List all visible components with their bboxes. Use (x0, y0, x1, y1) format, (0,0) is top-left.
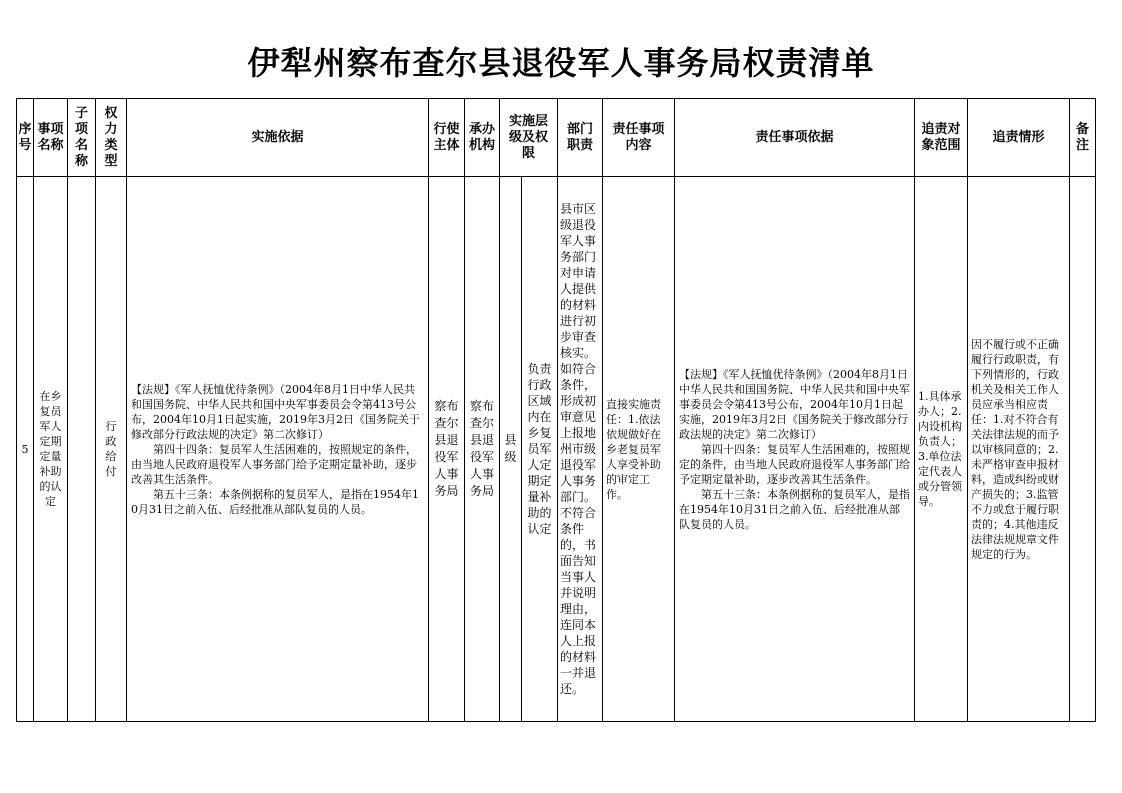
document-title: 伊犁州察布查尔县退役军人事务局权责清单 (247, 44, 875, 82)
cell-level-authority: 负责行政区域内在乡复员军人定期定量补助的认定 (522, 177, 558, 722)
header-sub-item-name: 子项名称 (68, 99, 96, 177)
basis-regulation: 【法规】《军人抚恤优待条例》（2004年8月1日中华人民共和国国务院、中华人民共和国中央军事委员会令第413号公布，2004年10月1日起实施，2019年3月2日《国务院关于修改部分行政法规的决定》第二次修订） (131, 382, 420, 441)
cell-remarks (1070, 177, 1096, 722)
resp-basis-regulation: 【法规】《军人抚恤优待条例》（2004年8月1日中华人民共和国国务院、中华人民共和国中央军事委员会令第413号公布，2004年10月1日起实施，2019年3月2日《国务院关于修改部分行政法规的决定》第二次修订） (679, 367, 910, 441)
cell-dept-duty: 县市区级退役军人事务部门对申请人提供的材料进行初步审查核实。如符合条件，形成初审意见上报地州市级退役军人事务部门。不符合条件的，书面告知当事人并说明理由，连同本人上报的材料一并退还。 (558, 177, 603, 722)
header-resp-basis: 责任事项依据 (675, 99, 915, 177)
header-executor: 行使主体 (429, 99, 465, 177)
cell-handler: 察布查尔县退役军人事务局 (465, 177, 500, 722)
cell-index: 5 (17, 177, 34, 722)
cell-level: 县级 (500, 177, 522, 722)
cell-power-type: 行政给付 (96, 177, 127, 722)
header-handler: 承办机构 (465, 99, 500, 177)
resp-basis-article-44: 第四十四条：复员军人生活困难的，按照规定的条件，由当地人民政府退役军人事务部门给予定期定量补助，逐步改善其生活条件。 (679, 442, 910, 486)
header-resp-content: 责任事项内容 (603, 99, 675, 177)
table-row (17, 177, 1096, 722)
basis-article-44: 第四十四条：复员军人生活困难的，按照规定的条件，由当地人民政府退役军人事务部门给予定期定量补助，逐步改善其生活条件。 (131, 442, 417, 486)
header-accountability-scope: 追责对象范围 (915, 99, 968, 177)
cell-resp-basis (675, 177, 915, 722)
header-index: 序号 (17, 99, 34, 177)
cell-sub-item-name (68, 177, 96, 722)
header-item-name: 事项名称 (34, 99, 68, 177)
cell-accountability-cases: 因不履行或不正确履行行政职责，有下列情形的，行政机关及相关工作人员应承当相应责任：1.对不符合有关法律法规的而予以审核同意的；2.未严格审查申报材料，造成纠纷或财产损失的；3.监管不力或怠于履行职责的；4.其他违反法律法规规章文件规定的行为。 (968, 177, 1070, 722)
cell-executor: 察布查尔县退役军人事务局 (429, 177, 465, 722)
header-dept-duty: 部门职责 (558, 99, 603, 177)
resp-basis-article-53: 第五十三条：本条例据称的复员军人，是指在1954年10月31日之前入伍、后经批准从部队复员的人员。 (679, 487, 910, 531)
header-row (17, 99, 1096, 177)
header-remarks: 备注 (1070, 99, 1096, 177)
header-level: 实施层级及权限 (500, 99, 558, 177)
header-basis: 实施依据 (127, 99, 429, 177)
basis-article-53: 第五十三条：本条例据称的复员军人，是指在1954年10月31日之前入伍、后经批准从部队复员的人员。 (131, 487, 419, 516)
header-accountability-cases: 追责情形 (968, 99, 1070, 177)
cell-resp-content: 直接实施责任：1.依法依规做好在乡老复员军人享受补助的审定工作。 (603, 177, 675, 722)
responsibility-table (16, 98, 1096, 722)
cell-item-name: 在乡复员军人定期定量补助的认定 (34, 177, 68, 722)
header-power-type: 权力类型 (96, 99, 127, 177)
cell-basis (127, 177, 429, 722)
cell-accountability-scope: 1.具体承办人；2.内设机构负责人；3.单位法定代表人或分管领导。 (915, 177, 968, 722)
